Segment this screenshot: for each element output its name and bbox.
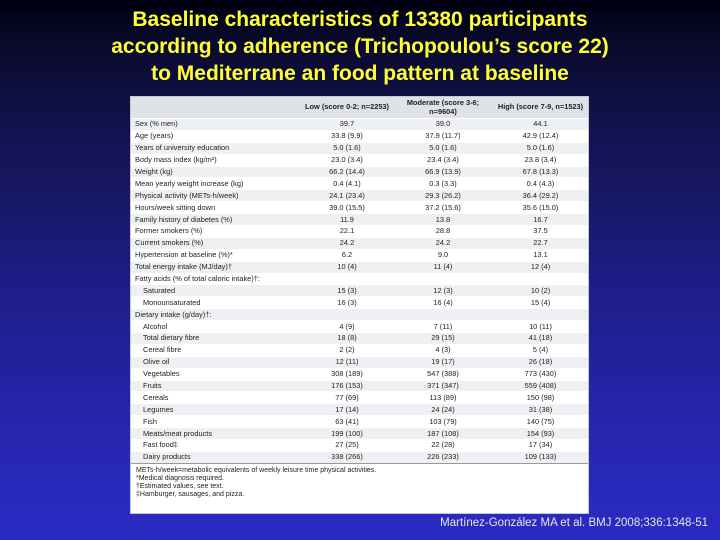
cell-high (493, 309, 588, 321)
citation: Martínez-González MA et al. BMJ 2008;336:1348-51 (440, 517, 708, 529)
cell-high (493, 273, 588, 285)
cell-low: 4 (9) (301, 321, 393, 333)
cell-high: 15 (4) (493, 297, 588, 309)
cell-low: 5.0 (1.6) (301, 142, 393, 154)
cell-high: 42.9 (12.4) (493, 130, 588, 142)
table-row (131, 249, 588, 261)
cell-high: 37.5 (493, 226, 588, 238)
row-label: Fatty acids (% of total caloric intake)†: (131, 273, 301, 285)
cell-high: 44.1 (493, 119, 588, 131)
slide-title-line-3: to Mediterrane an food pattern at baseline (151, 62, 569, 85)
cell-moderate: 9.0 (393, 249, 493, 261)
table-row (131, 285, 588, 297)
table-row (131, 428, 588, 440)
cell-moderate: 187 (108) (393, 428, 493, 440)
cell-high: 140 (75) (493, 416, 588, 428)
table-row (131, 297, 588, 309)
row-label: Meats/meat products (131, 428, 301, 440)
cell-low: 199 (100) (301, 428, 393, 440)
footnote: *Medical diagnosis required. (136, 475, 224, 483)
cell-high: 559 (408) (493, 380, 588, 392)
cell-low: 11.9 (301, 214, 393, 226)
cell-high: 22.7 (493, 237, 588, 249)
cell-low: 23.0 (3.4) (301, 154, 393, 166)
cell-moderate: 16 (4) (393, 297, 493, 309)
cell-low: 24.2 (301, 237, 393, 249)
row-label: Dairy products (131, 451, 301, 462)
cell-high: 5.0 (1.6) (493, 142, 588, 154)
cell-low: 176 (153) (301, 380, 393, 392)
cell-low: 0.4 (4.1) (301, 178, 393, 190)
row-label: Former smokers (%) (131, 226, 301, 238)
row-label: Legumes (131, 404, 301, 416)
cell-high: 13.1 (493, 249, 588, 261)
cell-high: 5 (4) (493, 344, 588, 356)
row-label: Vegetables (131, 368, 301, 380)
cell-moderate: 39.0 (393, 119, 493, 131)
cell-low: 66.2 (14.4) (301, 166, 393, 178)
cell-moderate: 5.0 (1.6) (393, 142, 493, 154)
row-label: Age (years) (131, 130, 301, 142)
table-row (131, 130, 588, 142)
row-label: Alcohol (131, 321, 301, 333)
slide-title-line-1: Baseline characteristics of 13380 participants (132, 8, 588, 31)
cell-high: 0.4 (4.3) (493, 178, 588, 190)
table-row (131, 344, 588, 356)
baseline-characteristics-table (130, 96, 589, 514)
table-body (131, 119, 588, 463)
cell-low (301, 309, 393, 321)
cell-low: 17 (14) (301, 404, 393, 416)
cell-moderate: 0.3 (3.3) (393, 178, 493, 190)
cell-low: 308 (189) (301, 368, 393, 380)
table-row (131, 309, 588, 321)
slide-title (0, 6, 720, 87)
cell-low: 24.1 (23.4) (301, 190, 393, 202)
cell-moderate: 103 (79) (393, 416, 493, 428)
table-row (131, 356, 588, 368)
cell-high: 12 (4) (493, 261, 588, 273)
row-label: Total dietary fibre (131, 333, 301, 345)
cell-low: 63 (41) (301, 416, 393, 428)
cell-moderate: 7 (11) (393, 321, 493, 333)
table-row (131, 154, 588, 166)
header-low: Low (score 0-2; n=2253) (301, 97, 393, 119)
cell-high: 109 (133) (493, 451, 588, 462)
cell-high: 16.7 (493, 214, 588, 226)
cell-moderate: 22 (28) (393, 440, 493, 452)
table-row (131, 392, 588, 404)
row-label: Current smokers (%) (131, 237, 301, 249)
table-row (131, 440, 588, 452)
row-label: Fish (131, 416, 301, 428)
table-row (131, 214, 588, 226)
row-label: Saturated (131, 285, 301, 297)
row-label: Olive oil (131, 356, 301, 368)
cell-high: 154 (93) (493, 428, 588, 440)
cell-low: 22.1 (301, 226, 393, 238)
cell-low: 10 (4) (301, 261, 393, 273)
cell-high: 150 (98) (493, 392, 588, 404)
cell-high: 35.6 (15.0) (493, 202, 588, 214)
table-row (131, 178, 588, 190)
footnote: †Estimated values, see text. (136, 483, 224, 491)
cell-moderate: 547 (388) (393, 368, 493, 380)
cell-low: 15 (3) (301, 285, 393, 297)
cell-moderate: 37.9 (11.7) (393, 130, 493, 142)
row-label: Hypertension at baseline (%)* (131, 249, 301, 261)
cell-low: 6.2 (301, 249, 393, 261)
footnote: METs-h/week=metabolic equivalents of weekly leisure time physical activities. (136, 466, 377, 474)
row-label: Hours/week sitting down (131, 202, 301, 214)
slide-title-line-2: according to adherence (Trichopoulou’s score 22) (111, 35, 609, 58)
table-row (131, 321, 588, 333)
cell-moderate: 23.4 (3.4) (393, 154, 493, 166)
cell-high: 31 (38) (493, 404, 588, 416)
table-row (131, 404, 588, 416)
table-row (131, 166, 588, 178)
table-row (131, 142, 588, 154)
cell-high: 773 (430) (493, 368, 588, 380)
table-row (131, 273, 588, 285)
row-label: Mean yearly weight increase (kg) (131, 178, 301, 190)
table-row (131, 237, 588, 249)
cell-moderate: 19 (17) (393, 356, 493, 368)
cell-moderate: 226 (233) (393, 451, 493, 462)
cell-moderate: 24.2 (393, 237, 493, 249)
row-label: Cereals (131, 392, 301, 404)
cell-low: 39.0 (15.5) (301, 202, 393, 214)
table-header-row (131, 97, 588, 119)
cell-low: 27 (25) (301, 440, 393, 452)
cell-moderate: 113 (89) (393, 392, 493, 404)
cell-high: 10 (2) (493, 285, 588, 297)
cell-high: 67.8 (13.3) (493, 166, 588, 178)
cell-low: 18 (8) (301, 333, 393, 345)
cell-moderate: 4 (3) (393, 344, 493, 356)
row-label: Family history of diabetes (%) (131, 214, 301, 226)
cell-low: 39.7 (301, 119, 393, 131)
cell-low: 77 (69) (301, 392, 393, 404)
row-label: Physical activity (METs-h/week) (131, 190, 301, 202)
table-footnotes (131, 463, 588, 503)
row-label: Body mass index (kg/m²) (131, 154, 301, 166)
cell-low: 338 (266) (301, 451, 393, 462)
table-row (131, 261, 588, 273)
table-row (131, 333, 588, 345)
table-row (131, 416, 588, 428)
cell-moderate: 29 (15) (393, 333, 493, 345)
cell-moderate: 24 (24) (393, 404, 493, 416)
cell-low: 16 (3) (301, 297, 393, 309)
cell-moderate: 13.8 (393, 214, 493, 226)
cell-moderate: 28.8 (393, 226, 493, 238)
row-label: Monounsaturated (131, 297, 301, 309)
row-label: Fruits (131, 380, 301, 392)
header-label (131, 97, 301, 119)
cell-moderate: 12 (3) (393, 285, 493, 297)
cell-low: 33.8 (9.9) (301, 130, 393, 142)
header-high: High (score 7-9, n=1523) (493, 97, 588, 119)
footnote: ‡Hamburger, sausages, and pizza. (136, 491, 245, 499)
table-row (131, 380, 588, 392)
row-label: Sex (% men) (131, 119, 301, 131)
cell-low: 2 (2) (301, 344, 393, 356)
cell-moderate: 37.2 (15.6) (393, 202, 493, 214)
cell-high: 17 (34) (493, 440, 588, 452)
cell-low: 12 (11) (301, 356, 393, 368)
cell-high: 10 (11) (493, 321, 588, 333)
cell-low (301, 273, 393, 285)
cell-moderate: 66.9 (13.9) (393, 166, 493, 178)
row-label: Total energy intake (MJ/day)† (131, 261, 301, 273)
row-label: Weight (kg) (131, 166, 301, 178)
table-row (131, 119, 588, 131)
cell-high: 26 (18) (493, 356, 588, 368)
cell-high: 36.4 (29.2) (493, 190, 588, 202)
header-moderate: Moderate (score 3-6; n=9604) (393, 97, 493, 119)
table-row (131, 368, 588, 380)
table-row (131, 451, 588, 462)
cell-high: 41 (18) (493, 333, 588, 345)
cell-moderate (393, 273, 493, 285)
data-table (131, 97, 588, 463)
row-label: Years of university education (131, 142, 301, 154)
table-row (131, 226, 588, 238)
table-row (131, 190, 588, 202)
row-label: Dietary intake (g/day)†: (131, 309, 301, 321)
table-row (131, 202, 588, 214)
cell-moderate: 11 (4) (393, 261, 493, 273)
row-label: Cereal fibre (131, 344, 301, 356)
cell-moderate (393, 309, 493, 321)
cell-high: 23.8 (3.4) (493, 154, 588, 166)
cell-moderate: 29.3 (26.2) (393, 190, 493, 202)
cell-moderate: 371 (347) (393, 380, 493, 392)
row-label: Fast food‡ (131, 440, 301, 452)
